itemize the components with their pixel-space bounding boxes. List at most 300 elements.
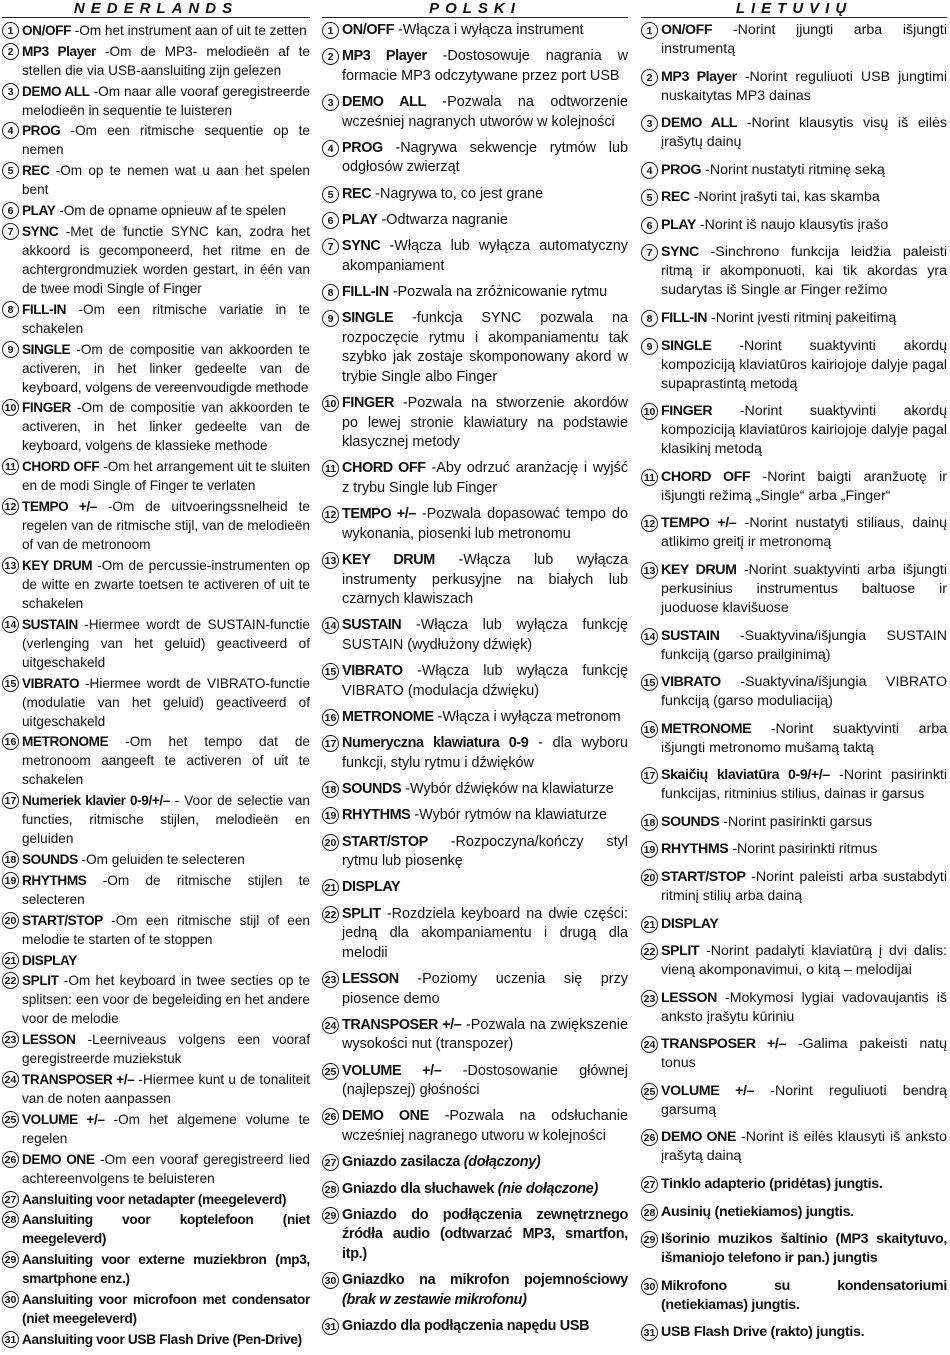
list-item	[641, 68, 947, 106]
item-text: -Norint nustatyti stiliaus, dainų atlikimo greitį ir metronomą	[661, 515, 947, 551]
list-item	[322, 780, 628, 800]
item-description	[661, 1128, 947, 1166]
item-text: -Om het tempo dat de metronoom aangeeft te activeren of uit te schakelen	[22, 734, 310, 788]
item-term: METRONOME	[22, 734, 109, 750]
item-description	[661, 989, 947, 1027]
list-item	[2, 1110, 310, 1148]
item-italic-note: (dołączony)	[463, 1154, 541, 1171]
item-number-badge: 29	[322, 1207, 339, 1224]
item-description	[342, 1153, 628, 1173]
item-description	[342, 662, 628, 701]
item-text: -Pozwala na zwiększenie wysokości nut (transpozer)	[342, 1016, 628, 1053]
item-term: RHYTHMS	[342, 807, 411, 824]
item-description	[22, 1110, 310, 1148]
item-term: CHORD OFF	[661, 468, 751, 485]
item-number-badge: 27	[641, 1176, 658, 1193]
list-item	[322, 878, 628, 898]
item-term: DISPLAY	[661, 915, 719, 932]
list-item	[322, 970, 628, 1009]
item-term: SOUNDS	[342, 781, 402, 798]
item-description	[661, 915, 947, 934]
item-text: -Om het keyboard in twee secties op te splitsen: een voor de begeleiding en het andere voor de melodie	[22, 973, 310, 1027]
item-text: -Odtwarza nagranie	[377, 211, 508, 228]
list-item	[2, 121, 310, 159]
item-number-badge: 27	[322, 1154, 339, 1171]
item-text: -Hiermee wordt de VIBRATO-functie (modulatie van het geluid) geactiveerd of uitgeschakeld	[22, 675, 310, 729]
item-description	[342, 237, 628, 276]
item-description	[661, 942, 947, 980]
item-text: -Aby odrzuć aranżację i wyjść z trybu Single lub Finger	[342, 460, 628, 496]
item-description	[22, 951, 310, 970]
item-text: -Norint pasirinkti ritmus	[728, 841, 878, 858]
list-item	[2, 1030, 310, 1068]
list-item	[2, 911, 310, 949]
item-text: -Poziomy uczenia się przy piosence demo	[342, 971, 628, 1007]
item-number-badge: 12	[641, 515, 658, 532]
list-item	[641, 1035, 947, 1073]
list-item	[2, 300, 310, 338]
item-term: ON/OFF	[22, 23, 71, 38]
list-item	[641, 915, 947, 934]
item-term: Numeryczna klawiatura 0-9	[342, 735, 529, 752]
item-term: SINGLE	[22, 341, 71, 357]
item-text: -Om het instrument aan of uit te zetten	[70, 23, 307, 38]
item-text: -Met de functie SYNC kan, zodra het akkoord is gecomponeerd, het ritme en de achtergrondmuziek worden gestart, in één van de twee modi Single of Finger	[22, 223, 310, 296]
item-description	[661, 216, 947, 235]
item-text: -Om de compositie van akkoorden te activeren, in het linker gedeelte van de keyboard, volgens de vereenvoudigde methode	[22, 341, 310, 395]
list-item	[322, 283, 628, 303]
item-term: MP3 Player	[342, 48, 427, 65]
item-term: TRANSPOSER +/–	[342, 1016, 462, 1033]
item-term: SYNC	[342, 238, 381, 255]
item-text: -Norint pasirinkti funkcijas, ritminius stilius, dainas ir garsus	[661, 767, 947, 803]
item-description	[22, 82, 310, 120]
item-term: VOLUME +/–	[22, 1111, 105, 1127]
item-term: PLAY	[22, 203, 56, 219]
item-bold-text: Aansluiting voor koptelefoon (niet meegeleverd)	[22, 1212, 310, 1247]
item-number-badge: 6	[322, 212, 339, 229]
item-number-badge: 30	[641, 1278, 658, 1295]
item-text: -Norint nustatyti ritminę seką	[701, 161, 885, 178]
item-text: -Wybór rytmów na klawiaturze	[410, 807, 607, 824]
list-item	[322, 211, 628, 231]
item-number-badge: 7	[2, 223, 19, 240]
item-description	[342, 708, 628, 728]
item-term: FILL-IN	[22, 301, 67, 317]
list-item	[322, 309, 628, 387]
item-number-badge: 3	[322, 94, 339, 111]
item-number-badge: 29	[641, 1231, 658, 1248]
list-item	[322, 662, 628, 701]
list-item	[641, 468, 947, 506]
item-term: SINGLE	[661, 337, 712, 354]
item-description	[22, 556, 310, 613]
item-term: KEY DRUM	[22, 557, 93, 573]
item-term: PROG	[342, 139, 383, 156]
item-text: -Om de compositie van akkoorden te activeren, in het linker gedeelte van de keyboard, volgens de klassieke methode	[22, 400, 310, 454]
item-number-badge: 2	[2, 43, 19, 60]
item-description	[661, 627, 947, 665]
column-dutch	[2, 0, 310, 1351]
item-bold-text: Gniazdko na mikrofon pojemnościowy	[342, 1272, 628, 1289]
item-number-badge: 21	[641, 916, 658, 933]
item-description	[22, 674, 310, 731]
item-description	[22, 398, 310, 455]
item-number-badge: 25	[322, 1063, 339, 1080]
item-description	[661, 1277, 947, 1315]
item-number-badge: 19	[2, 872, 19, 889]
list-item	[2, 82, 310, 120]
item-description	[342, 616, 628, 655]
item-description	[22, 871, 310, 909]
list-item	[641, 21, 947, 59]
item-description	[342, 283, 628, 303]
list-item	[322, 47, 628, 86]
list-item	[2, 732, 310, 789]
list-item	[322, 905, 628, 964]
item-text: -Om de percussie-instrumenten op de witte en zwarte toetsen te activeren of uit te schakelen	[22, 557, 310, 611]
item-number-badge: 23	[2, 1031, 19, 1048]
item-description	[661, 868, 947, 906]
item-description	[22, 732, 310, 789]
list-item	[322, 806, 628, 826]
item-term: TEMPO +/–	[342, 506, 416, 523]
item-text: -Om het arrangement uit te sluiten en de modi Single of Finger te verlaten	[22, 459, 310, 494]
item-text: -Om op te nemen wat u aan het spelen bent	[22, 163, 310, 198]
item-bold-text: Gniazdo dla podłączenia napędu USB	[342, 1317, 590, 1334]
item-text: -Włącza lub wyłącza funkcję VIBRATO (modulacja dźwięku)	[342, 663, 628, 699]
item-description	[342, 1062, 628, 1101]
item-description	[661, 243, 947, 300]
item-description	[22, 850, 310, 869]
item-number-badge: 19	[322, 807, 339, 824]
item-description	[661, 561, 947, 618]
item-number-badge: 4	[322, 140, 339, 157]
item-text: -Norint suaktyvinti arba išjungti metronomo mušamą taktą	[661, 720, 947, 756]
list-item	[641, 673, 947, 711]
item-description	[342, 211, 628, 231]
item-number-badge: 15	[322, 663, 339, 680]
item-number-badge: 23	[641, 990, 658, 1007]
item-number-badge: 26	[641, 1129, 658, 1146]
item-bold-text: Išorinio muzikos šaltinio (MP3 skaitytuvo, išmaniojo telefono ir pan.) jungtis	[661, 1231, 947, 1267]
list-item	[322, 616, 628, 655]
list-item	[322, 551, 628, 610]
item-term: ON/OFF	[661, 22, 713, 38]
item-description	[342, 139, 628, 178]
item-text: -Wybór dźwięków na klawiaturze	[401, 781, 614, 798]
item-term: CHORD OFF	[342, 460, 426, 477]
item-term: KEY DRUM	[342, 552, 435, 569]
item-number-badge: 21	[322, 879, 339, 896]
item-term: DEMO ONE	[342, 1108, 429, 1125]
item-number-badge: 21	[2, 952, 19, 969]
item-number-badge: 4	[2, 122, 19, 139]
item-number-badge: 29	[2, 1251, 19, 1268]
item-description	[342, 1107, 628, 1146]
item-term: SYNC	[22, 223, 59, 239]
item-number-badge: 22	[322, 906, 339, 923]
item-number-badge: 8	[322, 284, 339, 301]
item-text: -funkcja SYNC pozwala na rozpoczęcie rytmu i akompaniamentu tak szybko jak zostaje skomponowany akord w trybie Single albo Finger	[342, 310, 628, 385]
item-description	[22, 1290, 310, 1328]
item-number-badge: 5	[2, 162, 19, 179]
item-description	[342, 93, 628, 132]
list-item	[2, 21, 310, 40]
item-term: KEY DRUM	[661, 561, 737, 578]
list-item	[641, 216, 947, 235]
item-number-badge: 28	[641, 1204, 658, 1221]
item-text: -Pozwala na zróżnicowanie rytmu	[388, 284, 608, 301]
list-item	[2, 1190, 310, 1209]
item-number-badge: 11	[2, 458, 19, 475]
item-text: -Om een ritmische stijl of een melodie te starten of te stoppen	[22, 912, 310, 947]
item-number-badge: 27	[2, 1191, 19, 1208]
list-item	[322, 1107, 628, 1146]
item-description	[661, 309, 947, 328]
item-description	[22, 1070, 310, 1108]
item-number-badge: 30	[322, 1272, 339, 1289]
item-description	[22, 497, 310, 554]
item-description	[661, 673, 947, 711]
list-item	[2, 850, 310, 869]
list-item	[2, 201, 310, 220]
item-description	[22, 1030, 310, 1068]
item-italic-note: (nie dołączone)	[497, 1180, 598, 1197]
item-number-badge: 9	[322, 310, 339, 327]
list-item	[641, 868, 947, 906]
item-number-badge: 5	[641, 189, 658, 206]
item-description	[342, 459, 628, 498]
list-item	[641, 1230, 947, 1268]
item-number-badge: 3	[2, 83, 19, 100]
item-text: -Norint įrašyti tai, kas skamba	[689, 189, 880, 206]
item-term: SINGLE	[342, 310, 394, 327]
item-term: PLAY	[342, 211, 378, 228]
item-description	[22, 911, 310, 949]
item-number-badge: 7	[641, 244, 658, 261]
item-description	[22, 1150, 310, 1188]
item-term: Numeriek klavier 0-9/+/–	[22, 793, 170, 809]
item-text: -Om een vooraf geregistreerd lied achtereenvolgens te beluisteren	[22, 1151, 310, 1186]
item-text: -Om het algemene volume te regelen	[22, 1111, 310, 1146]
item-description	[342, 1016, 628, 1055]
item-text: -Norint iš eilės klausyti iš anksto įrašytą dainą	[661, 1129, 947, 1165]
item-text: -Norint padalyti klaviatūrą į dvi dalis: vieną akomponavimui, o kitą – melodijai	[661, 943, 947, 979]
item-term: DEMO ALL	[22, 83, 90, 99]
item-bold-text: Ausinių (netiekiamos) jungtis.	[661, 1203, 854, 1220]
item-number-badge: 7	[322, 238, 339, 255]
item-bold-text: Gniazdo do podłączenia zewnętrznego źródła audio (odtwarzać MP3, smartfon, itp.)	[342, 1206, 628, 1262]
item-number-badge: 31	[641, 1324, 658, 1341]
item-text: -Rozdziela keyboard na dwie części: jedną dla akompaniamentu i drugą dla melodii	[342, 905, 628, 961]
item-number-badge: 22	[2, 972, 19, 989]
item-description	[342, 806, 628, 826]
list-item	[641, 188, 947, 207]
item-text: -Om de opname opnieuw af te spelen	[55, 203, 286, 219]
item-number-badge: 2	[641, 69, 658, 86]
item-term: LESSON	[22, 1032, 76, 1048]
item-number-badge: 14	[2, 616, 19, 633]
item-description	[661, 21, 947, 59]
item-bold-text: Aansluiting voor microfoon met condensator (niet meegeleverd)	[22, 1292, 310, 1327]
item-description	[22, 222, 310, 298]
list-item	[2, 1210, 310, 1248]
item-description	[661, 720, 947, 758]
item-bold-text: Aansluiting voor USB Flash Drive (Pen-Drive)	[22, 1331, 302, 1347]
item-term: FINGER	[342, 395, 394, 412]
item-description	[22, 42, 310, 80]
item-term: DEMO ALL	[342, 94, 426, 111]
item-bold-text: Gniazdo dla słuchawek	[342, 1180, 498, 1197]
item-number-badge: 15	[2, 675, 19, 692]
item-term: LESSON	[342, 971, 399, 988]
item-text: -Om de MP3- melodieën af te stellen die via USB-aansluiting zijn gelezen	[22, 43, 310, 78]
column-title-polish: POLSKI	[322, 0, 628, 18]
list-item	[641, 766, 947, 804]
list-item	[641, 840, 947, 859]
list-item	[641, 243, 947, 300]
list-item	[2, 951, 310, 970]
item-number-badge: 8	[2, 301, 19, 318]
list-item	[322, 1016, 628, 1055]
item-number-badge: 12	[2, 498, 19, 515]
list-item	[2, 871, 310, 909]
item-description	[342, 780, 628, 800]
item-number-badge: 11	[322, 460, 339, 477]
item-description	[661, 1323, 947, 1342]
item-description	[661, 402, 947, 459]
item-text: -Norint pasirinkti garsus	[719, 813, 873, 830]
item-number-badge: 11	[641, 469, 658, 486]
item-number-badge: 24	[2, 1071, 19, 1088]
item-number-badge: 20	[322, 834, 339, 851]
item-text: - Voor de selectie van functies, ritmische stijlen, melodieën en geluiden	[22, 793, 310, 847]
item-description	[342, 309, 628, 387]
item-term: CHORD OFF	[22, 459, 100, 475]
item-text: -Norint įvesti ritminį pakeitimą	[707, 310, 897, 327]
item-term: FILL-IN	[661, 310, 708, 327]
list-item	[322, 1317, 628, 1337]
item-term: METRONOME	[342, 708, 434, 725]
list-item	[2, 340, 310, 397]
item-description	[661, 68, 947, 106]
list-item	[322, 1153, 628, 1173]
item-text: -Norint reguliuoti bendrą garsumą	[661, 1082, 947, 1118]
item-term: REC	[342, 185, 372, 202]
item-text: -Mokymosi lygiai vadovaujantis iš anksto įrašytu kūriniu	[661, 989, 947, 1025]
item-text: -Om de ritmische stijlen te selecteren	[22, 872, 310, 907]
list-item	[641, 514, 947, 552]
item-term: SUSTAIN	[661, 627, 720, 644]
item-description	[661, 161, 947, 180]
item-term: TEMPO +/–	[661, 515, 737, 532]
item-text: -Pozwala na odsłuchanie wcześniej nagranego utworu w kolejności	[342, 1108, 628, 1144]
item-description	[342, 1180, 628, 1200]
item-number-badge: 10	[322, 395, 339, 412]
item-description	[661, 1082, 947, 1120]
item-description	[22, 1190, 310, 1209]
list-item	[2, 1330, 310, 1349]
item-text: -Norint suaktyvinti akordų kompoziciją klaviatūros kairiojoje dalyje pagal supaprastintą metodą	[661, 337, 947, 392]
list-item	[322, 1206, 628, 1265]
item-term: DEMO ONE	[661, 1129, 737, 1146]
item-term: VOLUME +/–	[342, 1062, 442, 1079]
list-item	[641, 337, 947, 394]
item-number-badge: 22	[641, 943, 658, 960]
list-item	[641, 1175, 947, 1194]
item-number-badge: 18	[641, 814, 658, 831]
list-item	[641, 720, 947, 758]
item-number-badge: 2	[322, 48, 339, 65]
item-text: -Suaktyvina/išjungia VIBRATO funkciją (garso moduliaciją)	[661, 674, 947, 710]
item-term: METRONOME	[661, 720, 752, 737]
item-description	[22, 1330, 310, 1349]
item-text: -Włącza i wyłącza metronom	[433, 708, 621, 725]
item-number-badge: 17	[641, 767, 658, 784]
item-description	[22, 340, 310, 397]
list-item	[641, 1277, 947, 1315]
item-term: REC	[22, 163, 50, 179]
item-description	[342, 47, 628, 86]
item-description	[661, 188, 947, 207]
item-text: -Norint klausytis visų iš eilės įrašytų dainų	[661, 115, 947, 151]
list-item	[2, 556, 310, 613]
item-number-badge: 13	[641, 562, 658, 579]
item-term: TRANSPOSER +/–	[661, 1036, 786, 1053]
item-description	[22, 300, 310, 338]
item-number-badge: 19	[641, 841, 658, 858]
item-text: - dla wyboru funkcji, stylu rytmu i dźwięków	[342, 735, 628, 771]
item-number-badge: 12	[322, 506, 339, 523]
list-item	[641, 1323, 947, 1342]
item-number-badge: 28	[2, 1211, 19, 1228]
list-item	[322, 505, 628, 544]
list-item	[2, 674, 310, 731]
item-description	[22, 791, 310, 848]
item-term: VIBRATO	[22, 675, 80, 691]
list-item	[2, 457, 310, 495]
item-text: -Galima pakeisti natų tonus	[661, 1036, 947, 1072]
item-term: RHYTHMS	[22, 872, 87, 888]
list-item	[322, 185, 628, 205]
item-term: TEMPO +/–	[22, 499, 97, 515]
item-number-badge: 20	[641, 869, 658, 886]
item-term: DISPLAY	[22, 952, 77, 968]
item-number-badge: 9	[641, 338, 658, 355]
list-item	[641, 309, 947, 328]
item-description	[342, 833, 628, 872]
item-text: -Leerniveaus volgens een vooraf geregistreerde muziekstuk	[22, 1032, 310, 1067]
item-description	[22, 1250, 310, 1288]
item-text: -Norint suaktyvinti arba išjungti perkusinius instrumentus baltuose ir juoduose klavišuose	[661, 561, 947, 616]
item-term: SYNC	[661, 244, 699, 261]
item-description	[22, 1210, 310, 1248]
item-number-badge: 3	[641, 115, 658, 132]
item-term: DISPLAY	[342, 879, 401, 896]
item-text: -Nagrywa to, co jest grane	[371, 185, 544, 202]
item-text: -Dostosowuje nagrania w formacie MP3 odczytywane przez port USB	[342, 48, 628, 84]
item-term: SUSTAIN	[342, 617, 402, 634]
item-number-badge: 16	[641, 721, 658, 738]
item-description	[342, 734, 628, 773]
item-text: -Norint suaktyvinti akordų kompoziciją klaviatūros kairiojoje dalyje pagal klasikinį metodą	[661, 403, 947, 458]
list-item	[641, 161, 947, 180]
item-term: SPLIT	[661, 943, 700, 960]
item-description	[22, 161, 310, 199]
item-text: -Hiermee wordt de SUSTAIN-functie (verlenging van het geluid) geactiveerd of uitgeschakeld	[22, 616, 310, 670]
item-term: MP3 Player	[661, 68, 737, 85]
